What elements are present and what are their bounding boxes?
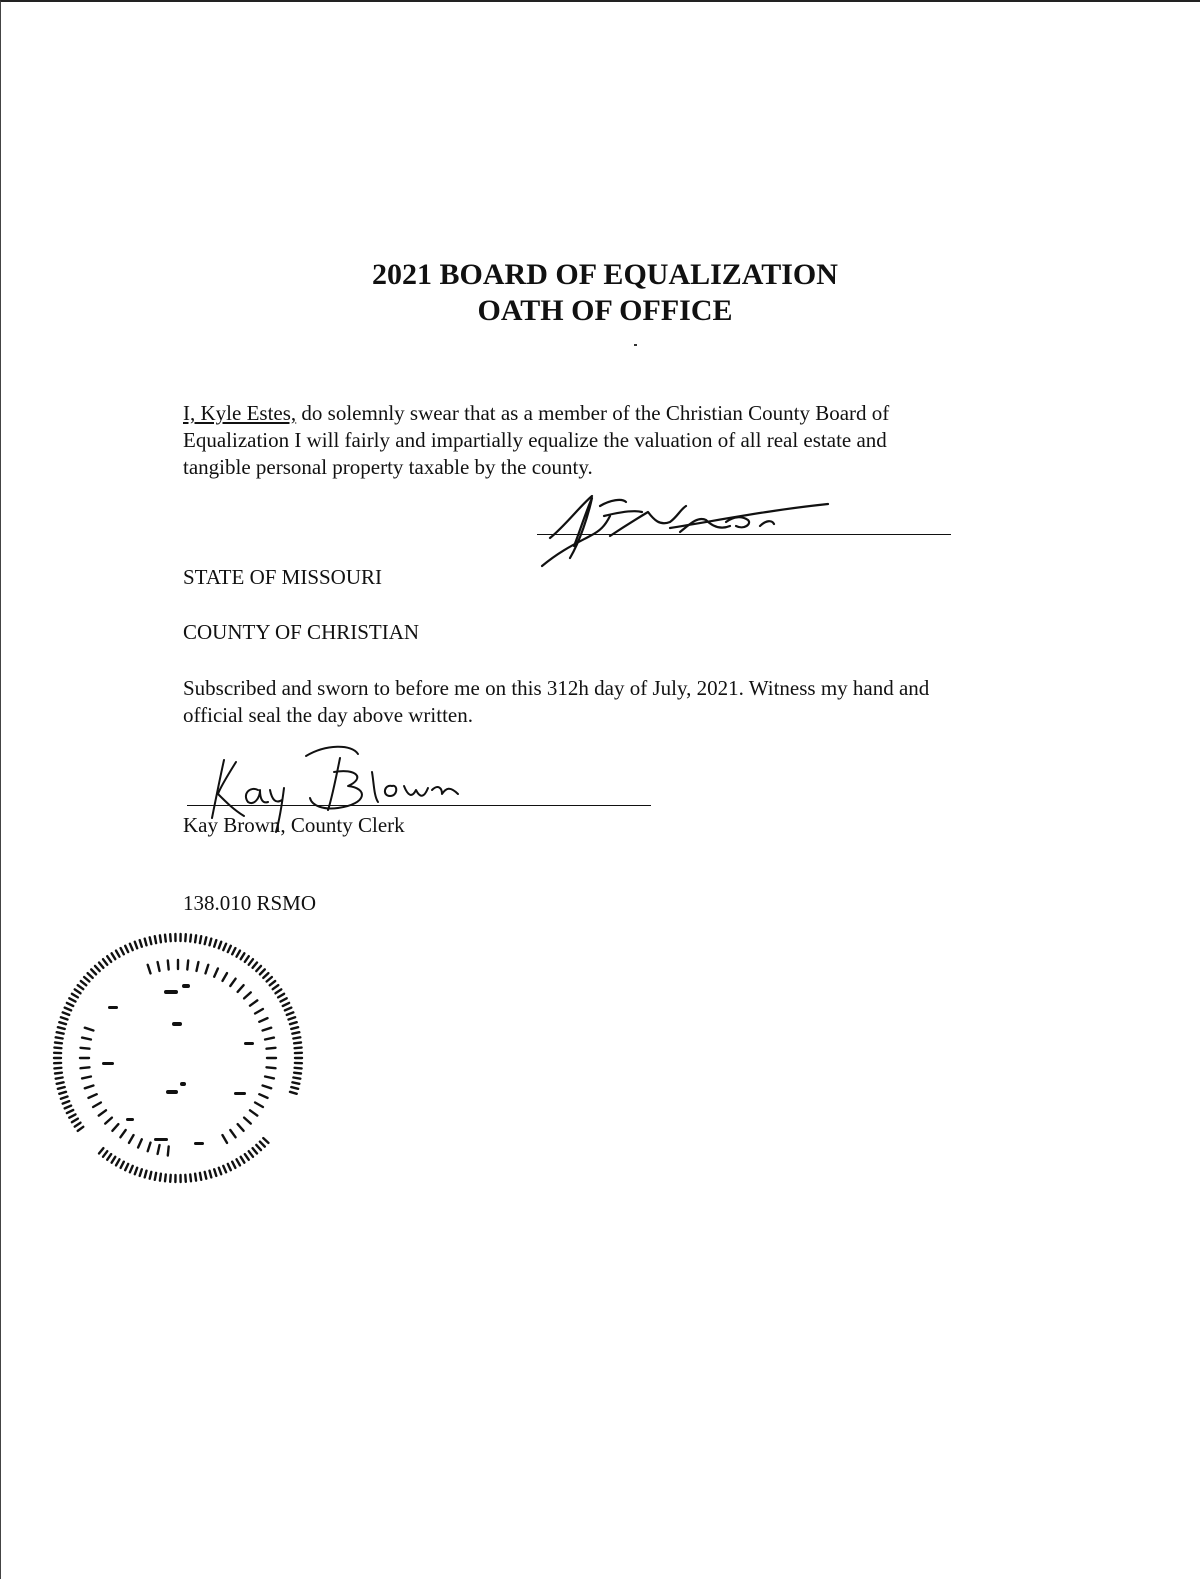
clerk-caption: Kay Brown, County Clerk [183, 813, 405, 837]
scan-speck [634, 344, 637, 346]
county-line: COUNTY OF CHRISTIAN [183, 620, 420, 644]
oath-paragraph [183, 400, 889, 481]
document-title: 2021 BOARD OF EQUALIZATION [372, 258, 838, 291]
subscribed-line-2: official seal the day above written. [183, 703, 474, 727]
oath-line-1-rest: do solemnly swear that as a member of the Christian County Board of [296, 401, 890, 425]
oath-line-3: tangible personal property taxable by the county. [183, 455, 593, 479]
county-seal [44, 932, 312, 1184]
oath-line-1 [183, 400, 889, 427]
statute-reference: 138.010 RSMO [183, 891, 317, 915]
state-line: STATE OF MISSOURI [183, 565, 383, 589]
document-subtitle: OATH OF OFFICE [477, 294, 733, 327]
subscribed-paragraph [183, 675, 929, 729]
member-signature [530, 486, 840, 576]
oath-name: I, Kyle Estes, [183, 401, 297, 425]
oath-line-2: Equalization I will fairly and impartially equalize the valuation of all real estate and [183, 428, 887, 452]
subscribed-line-1: Subscribed and sworn to before me on this 312h day of July, 2021. Witness my hand and [183, 676, 930, 700]
